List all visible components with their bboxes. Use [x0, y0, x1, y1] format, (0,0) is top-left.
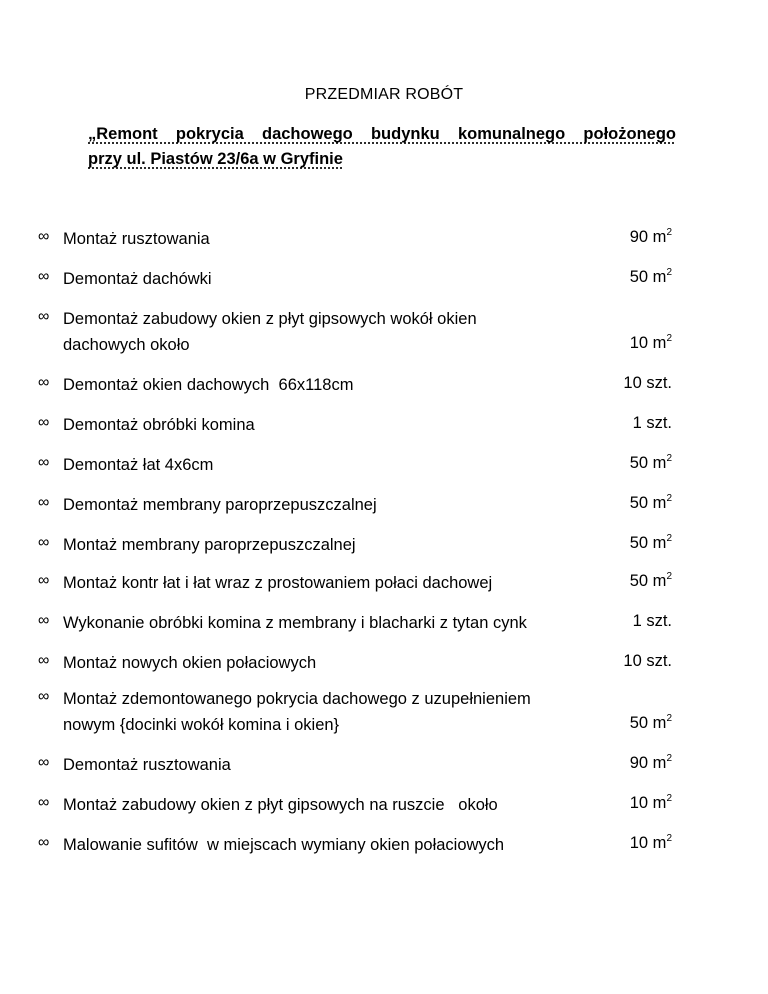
quantity-value: 10 m — [629, 334, 667, 352]
unit-exponent: 2 — [666, 493, 672, 504]
work-item-quantity — [630, 712, 672, 734]
unit-exponent: 2 — [666, 571, 672, 582]
work-item-description — [63, 372, 608, 398]
work-item-quantity — [633, 610, 672, 632]
unit-exponent: 2 — [666, 333, 672, 344]
work-item-line-1: Montaż kontr łat i łat wraz z prostowaniem połaci dachowej — [63, 574, 493, 592]
unit-exponent: 2 — [666, 533, 672, 544]
work-item-quantity — [630, 226, 672, 248]
subtitle-line-1: „Remont pokrycia dachowego budynku komunalnego położonego — [88, 125, 676, 143]
work-item-description — [63, 532, 608, 558]
infinity-bullet-icon: ∞ — [38, 794, 50, 811]
document-subtitle — [88, 122, 676, 172]
work-item-description — [63, 452, 608, 478]
work-item-line-1: Montaż rusztowania — [63, 230, 210, 248]
infinity-bullet-icon: ∞ — [38, 494, 50, 511]
document-title: PRZEDMIAR ROBÓT — [304, 86, 464, 103]
quantity-value: 90 m — [629, 228, 667, 246]
infinity-bullet-icon: ∞ — [38, 268, 50, 285]
work-item-line-1: Montaż zdemontowanego pokrycia dachowego z uzupełnieniem — [63, 690, 531, 708]
work-item-quantity — [630, 832, 672, 854]
quantity-value: 10 szt. — [623, 652, 672, 670]
work-item-line-2: nowym {docinki wokół komina i okien} — [63, 716, 340, 734]
work-item-line-1: Montaż zabudowy okien z płyt gipsowych na ruszcie około — [63, 796, 498, 814]
work-item-line-1: Wykonanie obróbki komina z membrany i blacharki z tytan cynk — [63, 614, 527, 632]
work-item-description — [63, 752, 608, 778]
unit-exponent: 2 — [666, 833, 672, 844]
subtitle-line-2: przy ul. Piastów 23/6a w Gryfinie — [88, 150, 343, 168]
work-item-description — [63, 570, 608, 596]
quantity-value: 50 m — [629, 572, 667, 590]
work-item-quantity — [630, 570, 672, 592]
work-item-description — [63, 412, 608, 438]
infinity-bullet-icon: ∞ — [38, 834, 50, 851]
work-item-line-1: Demontaż zabudowy okien z płyt gipsowych wokół okien — [63, 310, 477, 328]
infinity-bullet-icon: ∞ — [38, 612, 50, 629]
quantity-value: 10 szt. — [623, 374, 672, 392]
work-item-description — [63, 266, 608, 292]
work-item-line-2: dachowych około — [63, 336, 190, 354]
work-item-quantity — [630, 332, 672, 354]
work-item-quantity — [630, 792, 672, 814]
infinity-bullet-icon: ∞ — [38, 228, 50, 245]
work-item-quantity — [630, 752, 672, 774]
work-item-quantity — [633, 412, 672, 434]
work-item-line-1: Malowanie sufitów w miejscach wymiany okien połaciowych — [63, 836, 505, 854]
work-item-description — [63, 306, 608, 358]
quantity-value: 10 m — [629, 794, 667, 812]
quantity-value: 50 m — [629, 534, 667, 552]
quantity-value: 50 m — [629, 454, 667, 472]
work-item-quantity — [630, 492, 672, 514]
work-item-description — [63, 650, 608, 676]
work-item-line-1: Demontaż rusztowania — [63, 756, 231, 774]
work-item-description — [63, 792, 608, 818]
infinity-bullet-icon: ∞ — [38, 308, 50, 325]
work-item-quantity — [630, 452, 672, 474]
infinity-bullet-icon: ∞ — [38, 688, 50, 705]
work-item-description — [63, 226, 608, 252]
work-item-description — [63, 492, 608, 518]
subtitle-line-2-wrap — [88, 147, 676, 172]
quantity-value: 50 m — [629, 494, 667, 512]
infinity-bullet-icon: ∞ — [38, 414, 50, 431]
unit-exponent: 2 — [666, 753, 672, 764]
infinity-bullet-icon: ∞ — [38, 572, 50, 589]
unit-exponent: 2 — [666, 453, 672, 464]
quantity-value: 50 m — [629, 714, 667, 732]
infinity-bullet-icon: ∞ — [38, 534, 50, 551]
work-item-line-1: Demontaż łat 4x6cm — [63, 456, 214, 474]
work-item-quantity — [623, 650, 672, 672]
work-item-line-1: Montaż membrany paroprzepuszczalnej — [63, 536, 356, 554]
work-item-line-1: Demontaż obróbki komina — [63, 416, 255, 434]
work-item-line-1: Demontaż dachówki — [63, 270, 212, 288]
work-item-line-1: Demontaż membrany paroprzepuszczalnej — [63, 496, 377, 514]
work-item-line-1: Demontaż okien dachowych 66x118cm — [63, 376, 354, 394]
infinity-bullet-icon: ∞ — [38, 374, 50, 391]
quantity-value: 1 szt. — [632, 612, 672, 630]
quantity-value: 90 m — [629, 754, 667, 772]
work-item-description — [63, 686, 608, 738]
unit-exponent: 2 — [666, 793, 672, 804]
work-item-quantity — [630, 266, 672, 288]
work-item-description — [63, 610, 608, 636]
work-item-quantity — [623, 372, 672, 394]
infinity-bullet-icon: ∞ — [38, 754, 50, 771]
infinity-bullet-icon: ∞ — [38, 454, 50, 471]
infinity-bullet-icon: ∞ — [38, 652, 50, 669]
work-item-quantity — [630, 532, 672, 554]
unit-exponent: 2 — [666, 713, 672, 724]
quantity-value: 10 m — [629, 834, 667, 852]
quantity-value: 50 m — [629, 268, 667, 286]
quantity-value: 1 szt. — [632, 414, 672, 432]
work-item-description — [63, 832, 608, 858]
unit-exponent: 2 — [666, 267, 672, 278]
unit-exponent: 2 — [666, 227, 672, 238]
work-item-line-1: Montaż nowych okien połaciowych — [63, 654, 317, 672]
